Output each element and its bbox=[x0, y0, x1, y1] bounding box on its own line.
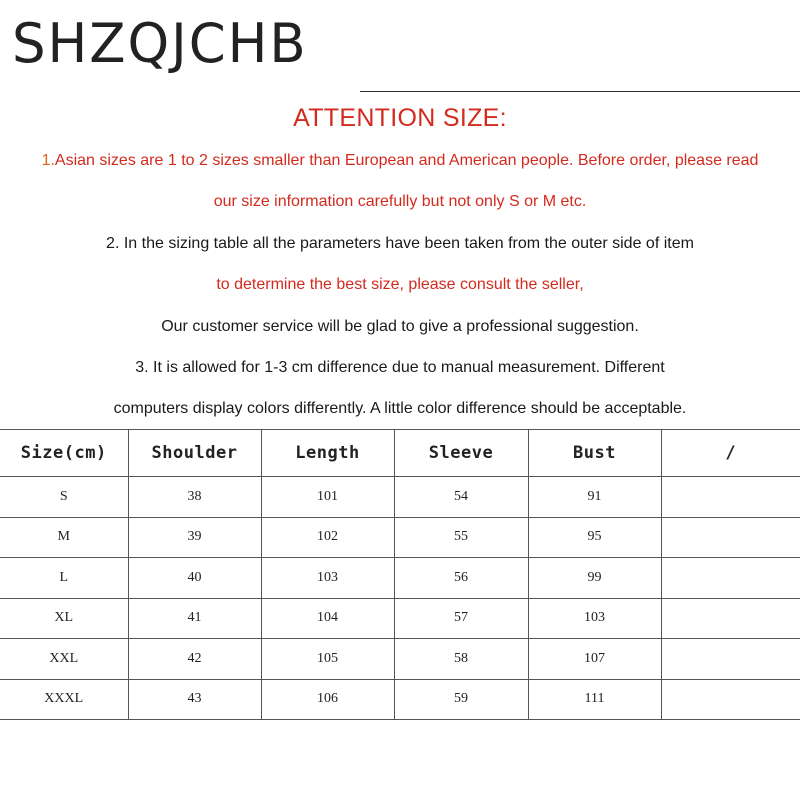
notice-line-5: Our customer service will be glad to give a professional suggestion. bbox=[161, 317, 639, 335]
sleeve-cell: 59 bbox=[394, 679, 528, 720]
table-row bbox=[0, 639, 800, 680]
notice-line-1 bbox=[0, 140, 800, 181]
notice-line-1-text: Asian sizes are 1 to 2 sizes smaller than European and American people. Before order, please read bbox=[54, 152, 759, 169]
notice-line-2: our size information carefully but not only S or M etc. bbox=[213, 193, 587, 211]
header-sleeve: Sleeve bbox=[394, 430, 528, 477]
shoulder-cell: 41 bbox=[128, 598, 261, 639]
header-blank: / bbox=[661, 430, 800, 477]
notice-line-3: 2. In the sizing table all the parameters have been taken from the outer side of item bbox=[106, 234, 694, 252]
extra-cell bbox=[661, 679, 800, 720]
notice-line-7: computers display colors differently. A little color difference should be acceptable. bbox=[113, 400, 687, 418]
bust-cell: 103 bbox=[528, 598, 661, 639]
length-cell: 104 bbox=[261, 598, 394, 639]
bust-cell: 107 bbox=[528, 639, 661, 680]
shoulder-cell: 43 bbox=[128, 679, 261, 720]
header-bust: Bust bbox=[528, 430, 661, 477]
bust-cell: 99 bbox=[528, 558, 661, 599]
header-size: Size(cm) bbox=[0, 430, 128, 477]
sleeve-cell: 56 bbox=[394, 558, 528, 599]
notice-line-6: 3. It is allowed for 1-3 cm difference due to manual measurement. Different bbox=[135, 358, 665, 376]
notice-line-1-number: 1. bbox=[41, 152, 55, 169]
sleeve-cell: 57 bbox=[394, 598, 528, 639]
table-row bbox=[0, 558, 800, 599]
divider-line bbox=[360, 91, 800, 92]
shoulder-cell: 38 bbox=[128, 477, 261, 518]
length-cell: 106 bbox=[261, 679, 394, 720]
length-cell: 103 bbox=[261, 558, 394, 599]
sleeve-cell: 55 bbox=[394, 517, 528, 558]
size-cell: L bbox=[0, 558, 128, 599]
extra-cell bbox=[661, 477, 800, 518]
bust-cell: 95 bbox=[528, 517, 661, 558]
table-row bbox=[0, 517, 800, 558]
table-row bbox=[0, 477, 800, 518]
table-header-row bbox=[0, 430, 800, 477]
size-notice bbox=[0, 96, 800, 430]
extra-cell bbox=[661, 517, 800, 558]
notice-line-4: to determine the best size, please consult the seller, bbox=[216, 276, 584, 294]
extra-cell bbox=[661, 598, 800, 639]
size-cell: XXXL bbox=[0, 679, 128, 720]
header-shoulder: Shoulder bbox=[128, 430, 261, 477]
table-row bbox=[0, 679, 800, 720]
table-row bbox=[0, 598, 800, 639]
bust-cell: 91 bbox=[528, 477, 661, 518]
extra-cell bbox=[661, 639, 800, 680]
header-length: Length bbox=[261, 430, 394, 477]
sleeve-cell: 58 bbox=[394, 639, 528, 680]
size-chart-table bbox=[0, 429, 800, 720]
brand-logo: SHZQJCHB bbox=[12, 12, 308, 75]
length-cell: 102 bbox=[261, 517, 394, 558]
shoulder-cell: 42 bbox=[128, 639, 261, 680]
notice-title: ATTENTION SIZE: bbox=[293, 104, 507, 132]
length-cell: 101 bbox=[261, 477, 394, 518]
size-cell: S bbox=[0, 477, 128, 518]
shoulder-cell: 40 bbox=[128, 558, 261, 599]
length-cell: 105 bbox=[261, 639, 394, 680]
size-cell: XL bbox=[0, 598, 128, 639]
extra-cell bbox=[661, 558, 800, 599]
bust-cell: 111 bbox=[528, 679, 661, 720]
size-cell: XXL bbox=[0, 639, 128, 680]
sleeve-cell: 54 bbox=[394, 477, 528, 518]
shoulder-cell: 39 bbox=[128, 517, 261, 558]
size-cell: M bbox=[0, 517, 128, 558]
